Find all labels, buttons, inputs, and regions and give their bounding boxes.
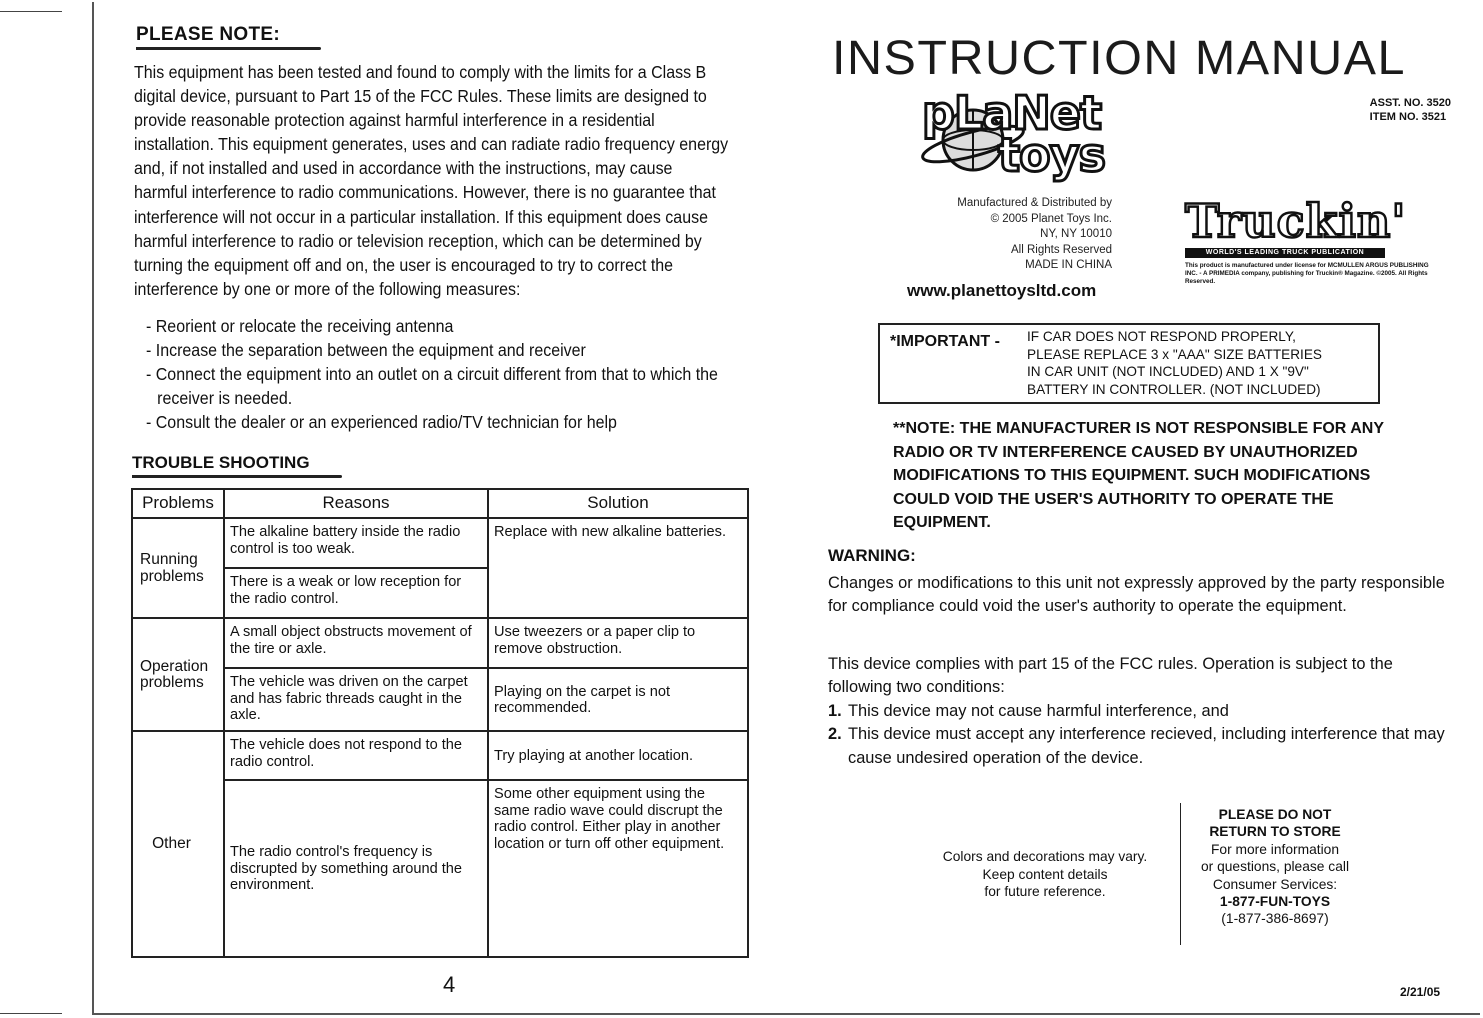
store-line: Consumer Services:: [1212, 876, 1338, 892]
solution-cell: Some other equipment using the same radio wave could discrupt the radio control. Either play in another location or turn off other equipment.: [488, 780, 748, 957]
measure-item: - Increase the separation between the equipment and receiver: [146, 340, 586, 361]
problem-cell: Operation problems: [132, 618, 224, 731]
asst-number: ASST. NO. 3520: [1369, 97, 1451, 109]
important-label: *IMPORTANT -: [890, 333, 1000, 350]
brand-word-toys: toys: [998, 128, 1105, 182]
heading-underline: [132, 475, 342, 478]
fcc-compliance-text: This device complies with part 15 of the FCC rules. Operation is subject to the following two conditions:: [828, 655, 1393, 697]
table-row: [132, 731, 748, 780]
condition-text: This device may not cause harmful interference, and: [848, 702, 1229, 720]
manufacturer-info: [900, 196, 1112, 274]
important-line: BATTERY IN CONTROLLER. (NOT INCLUDED): [1027, 381, 1321, 397]
fcc-note-paragraph: This equipment has been tested and found to comply with the limits for a Class B digital device, pursuant to Part 15 of the FCC Rules. These limits are designed to provide reasonable protection against harmful interference in a residential installation. This equipment generates, uses and can radiate radio frequency energy and, if not installed and used in accordance with the instructions, may cause harmful interference to radio communications. However, there is no guarantee that interference will not occur in a particular installation. If this equipment does cause harmful interference to radio or television reception, which can be determined by turning the equipment off and on, the user is encouraged to try to correct the interference by one or more of the following measures:: [134, 62, 729, 299]
measure-item: - Reorient or relocate the receiving antenna: [146, 316, 454, 336]
warning-heading: WARNING:: [828, 546, 916, 565]
important-battery-box: [878, 323, 1380, 404]
important-line: IF CAR DOES NOT RESPOND PROPERLY,: [1027, 329, 1296, 344]
store-line: For more information: [1210, 841, 1340, 857]
manual-title: INSTRUCTION MANUAL: [832, 31, 1406, 85]
table-row: [132, 518, 748, 568]
trouble-shooting-table: [131, 488, 749, 958]
please-note-heading: PLEASE NOTE:: [136, 24, 281, 45]
website-url: www.planettoysltd.com: [907, 281, 1097, 300]
crop-mark-top: [0, 11, 62, 12]
reason-cell: The vehicle does not respond to the radio control.: [224, 731, 488, 780]
table-row: [132, 668, 748, 731]
store-line: PLEASE DO NOT: [1218, 807, 1332, 822]
print-date: 2/21/05: [1400, 985, 1441, 999]
colors-line: Colors and decorations may vary.: [942, 849, 1148, 864]
solution-cell: Replace with new alkaline batteries.: [488, 518, 748, 618]
condition-item: [828, 723, 1458, 770]
mfr-line: © 2005 Planet Toys Inc.: [990, 212, 1112, 225]
reason-cell: The radio control's frequency is discrupted by something around the environment.: [224, 780, 488, 957]
interference-measures-list: [146, 314, 723, 434]
warning-text: Changes or modifications to this unit not expressly approved by the party responsible for compliance could void the user's authority to operate the equipment.: [828, 574, 1445, 616]
solution-cell: Use tweezers or a paper clip to remove obstruction.: [488, 618, 748, 668]
table-header-row: [132, 489, 748, 518]
truckin-tagline: WORLD'S LEADING TRUCK PUBLICATION: [1185, 248, 1385, 258]
measure-item: - Consult the dealer or an experienced radio/TV technician for help: [146, 412, 617, 433]
mfr-line: MADE IN CHINA: [1025, 259, 1112, 271]
truckin-logo: [1185, 196, 1435, 286]
col-header-solution: Solution: [488, 489, 748, 518]
phone-digits: (1-877-386-8697): [1221, 911, 1329, 927]
trouble-shooting-heading: TROUBLE SHOOTING: [132, 453, 310, 472]
phone-number: 1-877-FUN-TOYS: [1219, 894, 1331, 910]
col-header-reasons: Reasons: [224, 489, 488, 518]
conditions-list: [828, 700, 1458, 770]
item-number: ITEM NO. 3521: [1369, 111, 1447, 123]
manufacturer-note: **NOTE: THE MANUFACTURER IS NOT RESPONSIBLE FOR ANY RADIO OR TV INTERFERENCE CAUSED BY UNAUTHORIZED MODIFICATIONS TO THIS EQUIPMENT. SUCH MODIFICATIONS COULD VOID THE USER'S AUTHORITY TO OPERATE THE EQUIPMENT.: [893, 420, 1384, 532]
problem-cell: Running problems: [132, 518, 224, 618]
heading-underline: [136, 47, 321, 50]
reason-cell: A small object obstructs movement of the tire or axle.: [224, 618, 488, 668]
store-line: RETURN TO STORE: [1209, 824, 1341, 840]
colors-line: for future reference.: [984, 884, 1106, 899]
page-number: 4: [443, 972, 456, 997]
planet-toys-logo: [918, 86, 1108, 190]
col-header-problems: Problems: [132, 489, 224, 518]
reason-cell: The alkaline battery inside the radio control is too weak.: [224, 518, 488, 568]
store-line: or questions, please call: [1200, 859, 1350, 875]
mfr-line: All Rights Reserved: [1011, 243, 1112, 256]
solution-cell: Playing on the carpet is not recommended.: [488, 668, 748, 731]
condition-number: 1.: [828, 702, 842, 720]
mfr-line: NY, NY 10010: [1040, 228, 1112, 240]
condition-number: 2.: [828, 725, 842, 744]
reason-cell: There is a weak or low reception for the radio control.: [224, 568, 488, 618]
important-line: IN CAR UNIT (NOT INCLUDED) AND 1 X "9V": [1027, 364, 1309, 380]
important-line: PLEASE REPLACE 3 x "AAA" SIZE BATTERIES: [1027, 346, 1322, 362]
table-row: [132, 618, 748, 668]
truckin-wordmark: Truckin': [1185, 194, 1407, 248]
assortment-numbers: [1370, 96, 1451, 124]
condition-text: This device must accept any interference recieved, including interference that may cause undesired operation of the device.: [848, 725, 1445, 767]
solution-cell: Try playing at another location.: [488, 731, 748, 780]
table-row: [132, 780, 748, 957]
mfr-line: Manufactured & Distributed by: [957, 197, 1112, 209]
problem-cell: Other: [132, 731, 224, 957]
store-notice: [1185, 806, 1365, 928]
brand-word-planet: pLaNet: [922, 86, 1101, 140]
important-text: [1027, 328, 1322, 398]
condition-item: [828, 700, 1458, 723]
reason-cell: The vehicle was driven on the carpet and has fabric threads caught in the axle.: [224, 668, 488, 731]
divider: [1180, 803, 1181, 945]
colors-line: Keep content details: [982, 866, 1108, 882]
truckin-license-text: This product is manufactured under license for MCMULLEN ARGUS PUBLISHING INC. - A PRIMEDIA company, publishing for Truckin® Magazine. ©2005. All Rights Reserved.: [1185, 262, 1429, 285]
colors-notice: [915, 848, 1175, 901]
crop-mark-bottom: [0, 1013, 62, 1014]
measure-item: - Connect the equipment into an outlet on a circuit different from that to which the receiver is needed.: [146, 364, 718, 409]
